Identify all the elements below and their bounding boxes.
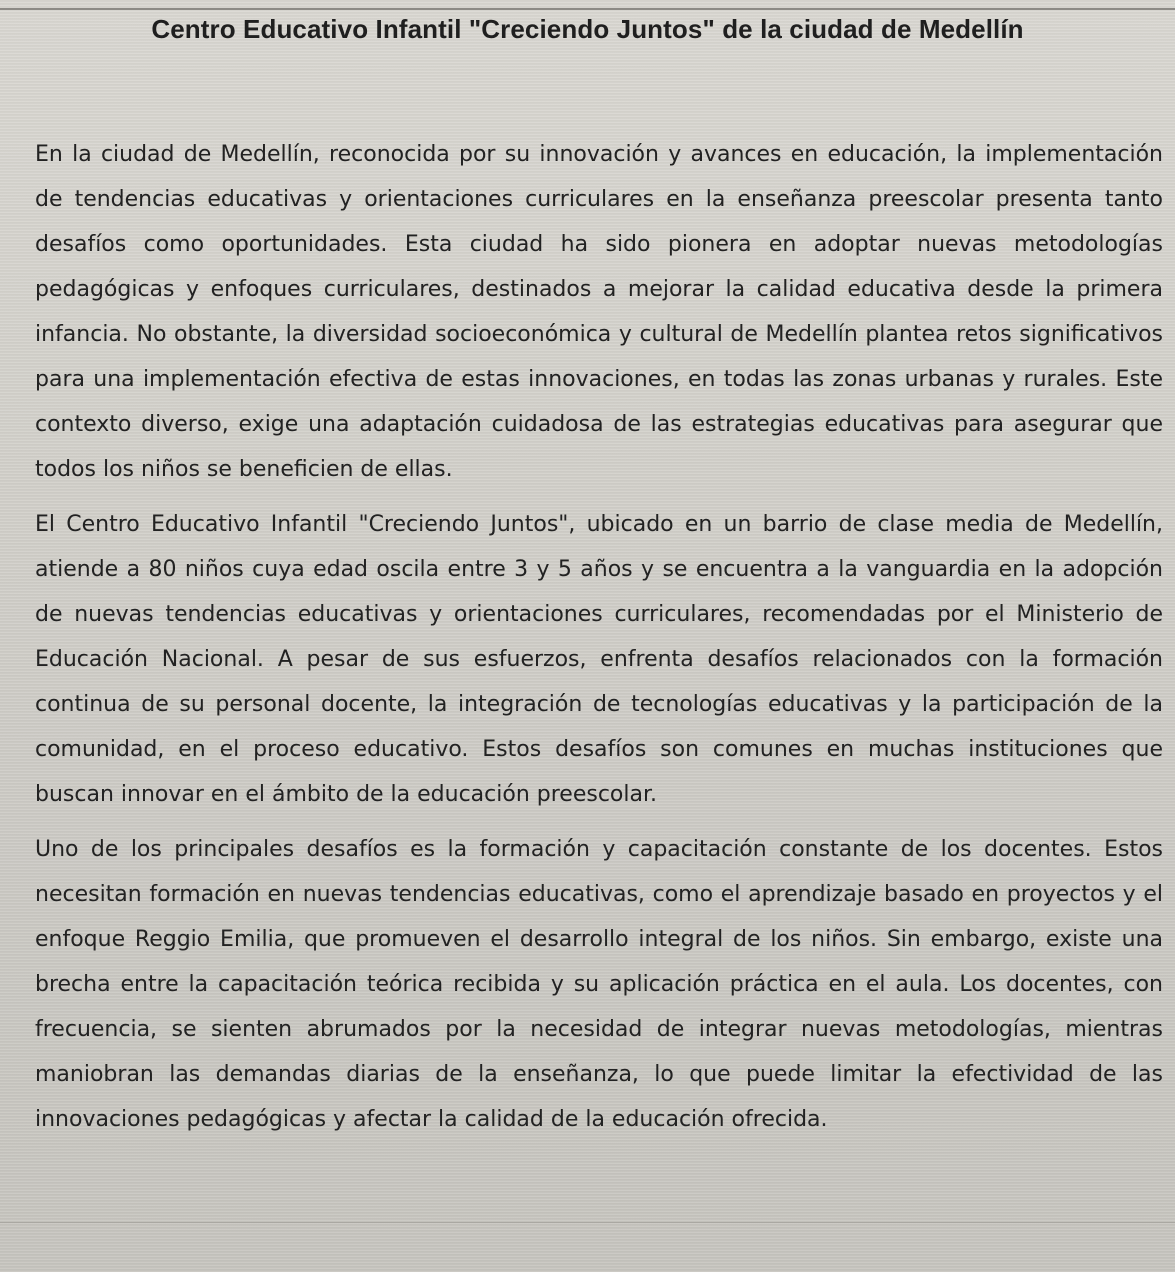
paragraph-1: En la ciudad de Medellín, reconocida por su innovación y avances en educación, la implementación de tendencias educativas y orientaciones curriculares en la enseñanza preescolar presenta tanto desafíos como oportunidades. Esta ciudad ha sido pionera en adoptar nuevas metodologías pedagógicas y enfoques curriculares, destinados a mejorar la calidad educativa desde la primera infancia. No obstante, la diversidad socioeconómica y cultural de Medellín plantea retos significativos para una implementación efectiva de estas innovaciones, en todas las zonas urbanas y rurales. Este contexto diverso, exige una adaptación cuidadosa de las estrategias educativas para asegurar que todos los niños se beneficien de ellas. [35, 142, 1163, 482]
top-divider [0, 8, 1175, 10]
paragraph-2: El Centro Educativo Infantil "Creciendo Juntos", ubicado en un barrio de clase media de Medellín, atiende a 80 niños cuya edad oscila entre 3 y 5 años y se encuentra a la vanguardia en la adopción de nuevas tendencias educativas y orientaciones curriculares, recomendadas por el Ministerio de Educación Nacional. A pesar de sus esfuerzos, enfrenta desafíos relacionados con la formación continua de su personal docente, la integración de tecnologías educativas y la participación de la comunidad, en el proceso educativo. Estos desafíos son comunes en muchas instituciones que buscan innovar en el ámbito de la educación preescolar. [35, 512, 1163, 807]
bottom-divider [0, 1222, 1175, 1223]
document-body [35, 132, 1163, 1142]
document-title: Centro Educativo Infantil "Creciendo Juntos" de la ciudad de Medellín [151, 14, 1024, 44]
paragraph-3: Uno de los principales desafíos es la formación y capacitación constante de los docentes. Estos necesitan formación en nuevas tendencias educativas, como el aprendizaje basado en proyectos y el enfoque Reggio Emilia, que promueven el desarrollo integral de los niños. Sin embargo, existe una brecha entre la capacitación teórica recibida y su aplicación práctica en el aula. Los docentes, con frecuencia, se sienten abrumados por la necesidad de integrar nuevas metodologías, mientras maniobran las demandas diarias de la enseñanza, lo que puede limitar la efectividad de las innovaciones pedagógicas y afectar la calidad de la educación ofrecida. [35, 837, 1163, 1132]
